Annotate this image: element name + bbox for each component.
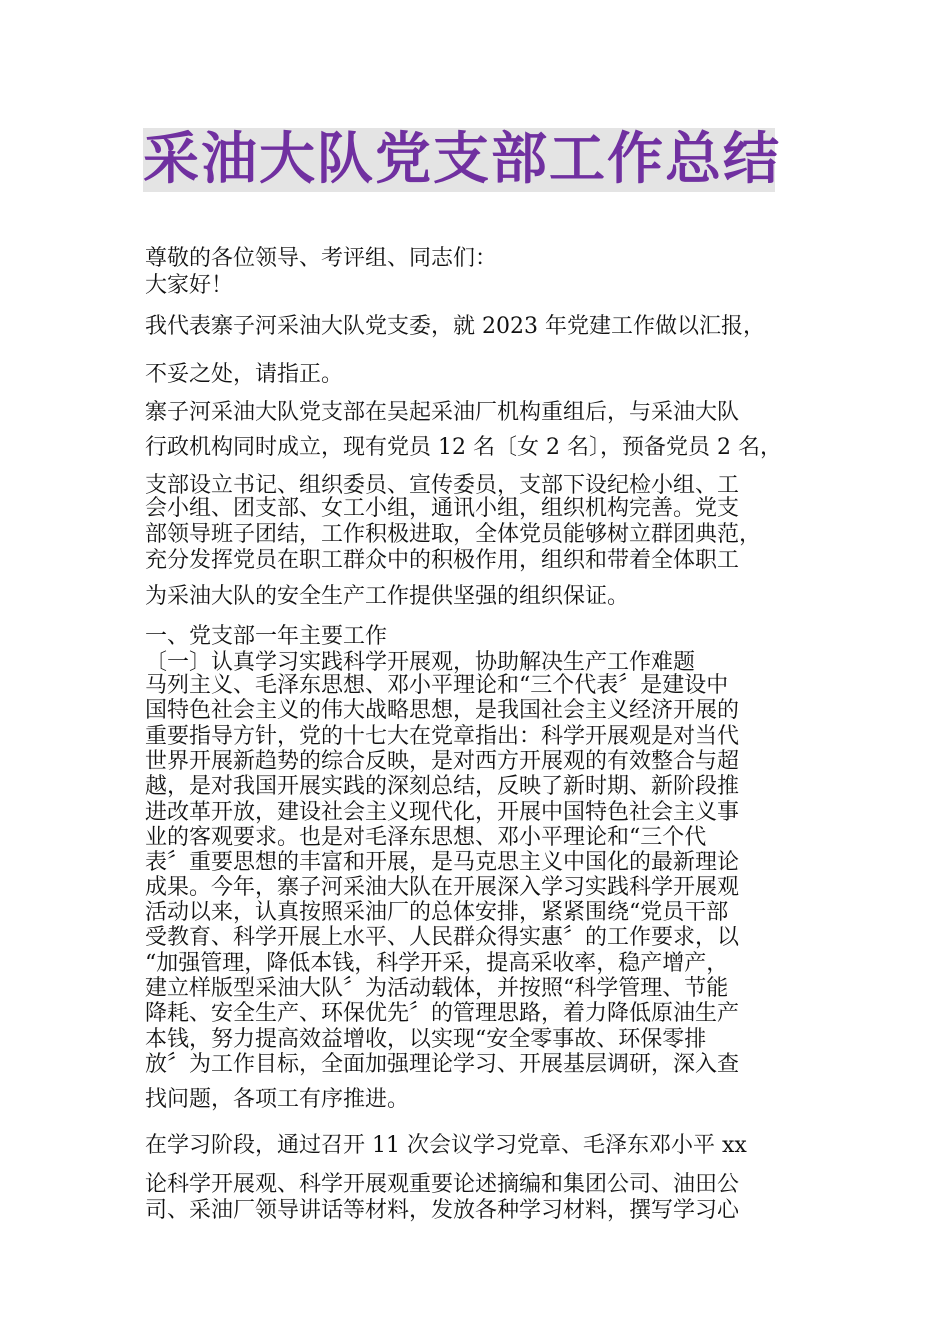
body-line: 越，是对我国开展实践的深刻总结，反映了新时期、新阶段推: [145, 774, 740, 799]
body-line: 世界开展新趋势的综合反映，是对西方开展观的有效整合与超: [145, 749, 740, 774]
document-title: 采油大队党支部工作总结: [143, 127, 781, 192]
body-line: 重要指导方针，党的十七大在党章指出：科学开展观是对当代: [145, 724, 740, 749]
body-line: 国特色社会主义的伟大战略思想，是我国社会主义经济开展的: [145, 698, 740, 723]
body-line: 为采油大队的安全生产工作提供坚强的组织保证。: [145, 584, 630, 609]
body-line: 我代表寨子河采油大队党支委，就 2023 年党建工作做以汇报，: [145, 314, 765, 339]
body-line: 论科学开展观、科学开展观重要论述摘编和集团公司、油田公: [145, 1172, 740, 1197]
body-line: 成果。今年，寨子河采油大队在开展深入学习实践科学开展观: [145, 875, 740, 900]
subsection-heading: 〔一〕认真学习实践科学开展观，协助解决生产工作难题: [145, 650, 696, 675]
body-line: 司、采油厂领导讲话等材料，发放各种学习材料，撰写学习心: [145, 1198, 740, 1223]
body-line: 降耗、安全生产、环保优先〞的管理思路，着力降低原油生产: [145, 1001, 740, 1026]
title-highlight: [143, 127, 781, 192]
body-line: 放〞为工作目标，全面加强理论学习、开展基层调研，深入查: [145, 1052, 740, 1077]
body-line: 行政机构同时成立，现有党员 12 名〔女 2 名〕，预备党员 2 名，: [145, 435, 782, 460]
body-line: 进改革开放，建设社会主义现代化，开展中国特色社会主义事: [145, 800, 740, 825]
body-line: 活动以来，认真按照采油厂的总体安排，紧紧围绕“党员干部: [145, 900, 729, 925]
body-line: “加强管理，降低本钱，科学开采，提高采收率，稳产增产，: [145, 951, 729, 976]
body-line: 受教育、科学开展上水平、人民群众得实惠〞的工作要求，以: [145, 925, 740, 950]
body-line: 大家好！: [145, 273, 234, 298]
body-line: 本钱，努力提高效益增收，以实现“安全零事故、环保零排: [145, 1027, 707, 1052]
body-line: 尊敬的各位领导、考评组、同志们：: [145, 246, 498, 271]
body-line: 表〞重要思想的丰富和开展，是马克思主义中国化的最新理论: [145, 850, 740, 875]
body-line: 部领导班子团结，工作积极进取，全体党员能够树立群团典范，: [145, 522, 762, 547]
body-line: 充分发挥党员在职工群众中的积极作用，组织和带着全体职工: [145, 548, 740, 573]
body-line: 业的客观要求。也是对毛泽东思想、邓小平理论和“三个代: [145, 825, 707, 850]
section-heading: 一、党支部一年主要工作: [145, 624, 388, 649]
body-line: 找问题，各项工有序推进。: [145, 1087, 410, 1112]
body-line: 寨子河采油大队党支部在吴起采油厂机构重组后，与采油大队: [145, 400, 740, 425]
body-line: 建立样版型采油大队〞为活动载体，并按照“科学管理、节能: [145, 976, 729, 1001]
body-line: 支部设立书记、组织委员、宣传委员，支部下设纪检小组、工: [145, 473, 740, 498]
body-line: 在学习阶段，通过召开 11 次会议学习党章、毛泽东邓小平 xx: [145, 1133, 747, 1158]
body-line: 会小组、团支部、女工小组，通讯小组，组织机构完善。党支: [145, 496, 740, 521]
body-line: 马列主义、毛泽东思想、邓小平理论和“三个代表〞是建设中: [145, 673, 729, 698]
body-line: 不妥之处，请指正。: [145, 362, 344, 387]
